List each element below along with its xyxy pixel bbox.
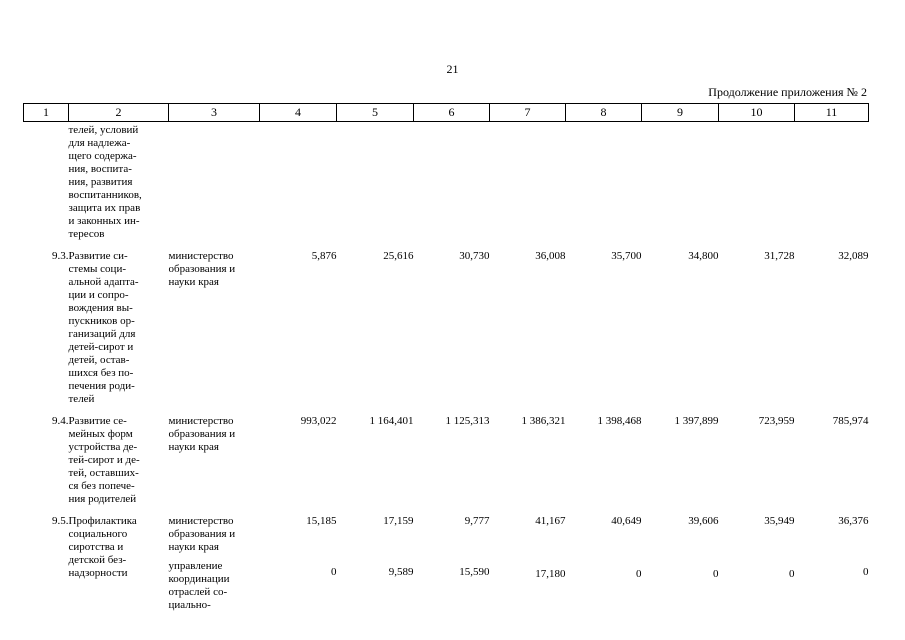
budget-table [23, 103, 869, 612]
cell-value: 31,728 [764, 250, 795, 262]
table-row [24, 406, 869, 506]
cell-value: 15,590 [459, 566, 490, 578]
row-id [24, 122, 69, 242]
cell-value [795, 122, 869, 242]
table-row [24, 241, 869, 406]
row-id: 9.5. [52, 515, 69, 527]
column-header: 5 [337, 104, 414, 122]
cell-value: 15,185 [306, 515, 337, 527]
column-header: 11 [795, 104, 869, 122]
column-header: 4 [260, 104, 337, 122]
cell-value: 17,180 [535, 568, 566, 580]
cell-value: 36,008 [535, 250, 566, 262]
cell-value: 1 397,899 [674, 415, 719, 427]
cell-value: 32,089 [838, 250, 869, 262]
row-executor: министерство образования и науки края [168, 415, 236, 453]
table-header-row [24, 104, 869, 122]
cell-value: 36,376 [838, 515, 869, 527]
cell-value: 1 398,468 [597, 415, 642, 427]
row-executor: управление координации отраслей со- циально- [168, 560, 230, 611]
cell-value: 785,974 [832, 415, 869, 427]
cell-value: 17,159 [383, 515, 414, 527]
cell-value: 1 164,401 [369, 415, 414, 427]
cell-value: 30,730 [459, 250, 490, 262]
column-header: 6 [414, 104, 490, 122]
row-id: 9.4. [52, 415, 69, 427]
cell-value: 25,616 [383, 250, 414, 262]
row-executor: министерство образования и науки края [168, 250, 236, 288]
cell-value [566, 122, 642, 242]
cell-value: 9,777 [464, 515, 490, 527]
cell-value: 9,589 [388, 566, 414, 578]
column-header: 8 [566, 104, 642, 122]
cell-value: 723,959 [758, 415, 795, 427]
row-executor [169, 122, 260, 242]
page-number: 21 [446, 62, 459, 76]
cell-value: 1 386,321 [521, 415, 566, 427]
cell-value: 34,800 [688, 250, 719, 262]
cell-value [490, 122, 566, 242]
cell-value [337, 122, 414, 242]
cell-value: 993,022 [300, 415, 337, 427]
row-name: Развитие се- мейных форм устройства де- тей-сирот и де- тей, оставших- ся без попече- ния родителей [68, 415, 140, 505]
cell-value [642, 122, 719, 242]
cell-value: 35,700 [611, 250, 642, 262]
cell-value: 0 [789, 568, 795, 580]
cell-value: 35,949 [764, 515, 795, 527]
row-id: 9.3. [52, 250, 69, 262]
column-header: 2 [69, 104, 169, 122]
row-name: Развитие си- стемы соци- альной адапта- ции и сопро- вождения вы- пускников ор- ганизаций для детей-сирот и детей, остав- шихся без по- печения роди- телей [68, 250, 139, 405]
cell-value: 0 [331, 566, 337, 578]
column-header: 1 [24, 104, 69, 122]
table-row [24, 122, 869, 242]
cell-value: 41,167 [535, 515, 566, 527]
row-name: телей, условий для надлежа- щего содержа- ния, воспита- ния, развития воспитанников, защита их прав и законных ин- тересов [68, 124, 142, 240]
column-header: 7 [490, 104, 566, 122]
column-header: 9 [642, 104, 719, 122]
cell-value: 39,606 [688, 515, 719, 527]
cell-value: 5,876 [311, 250, 337, 262]
column-header: 3 [169, 104, 260, 122]
row-name: Профилактика социального сиротства и детской без- надзорности [68, 515, 137, 579]
row-executor: министерство образования и науки края [168, 515, 236, 553]
row-id [24, 554, 69, 612]
cell-value: 0 [863, 566, 869, 578]
cell-value: 0 [636, 568, 642, 580]
cell-value [260, 122, 337, 242]
cell-value [414, 122, 490, 242]
continuation-label: Продолжение приложения № 2 [708, 85, 867, 99]
column-header: 10 [719, 104, 795, 122]
cell-value: 1 125,313 [445, 415, 490, 427]
cell-value: 40,649 [611, 515, 642, 527]
cell-value [719, 122, 795, 242]
table-row [24, 506, 869, 554]
cell-value: 0 [713, 568, 719, 580]
